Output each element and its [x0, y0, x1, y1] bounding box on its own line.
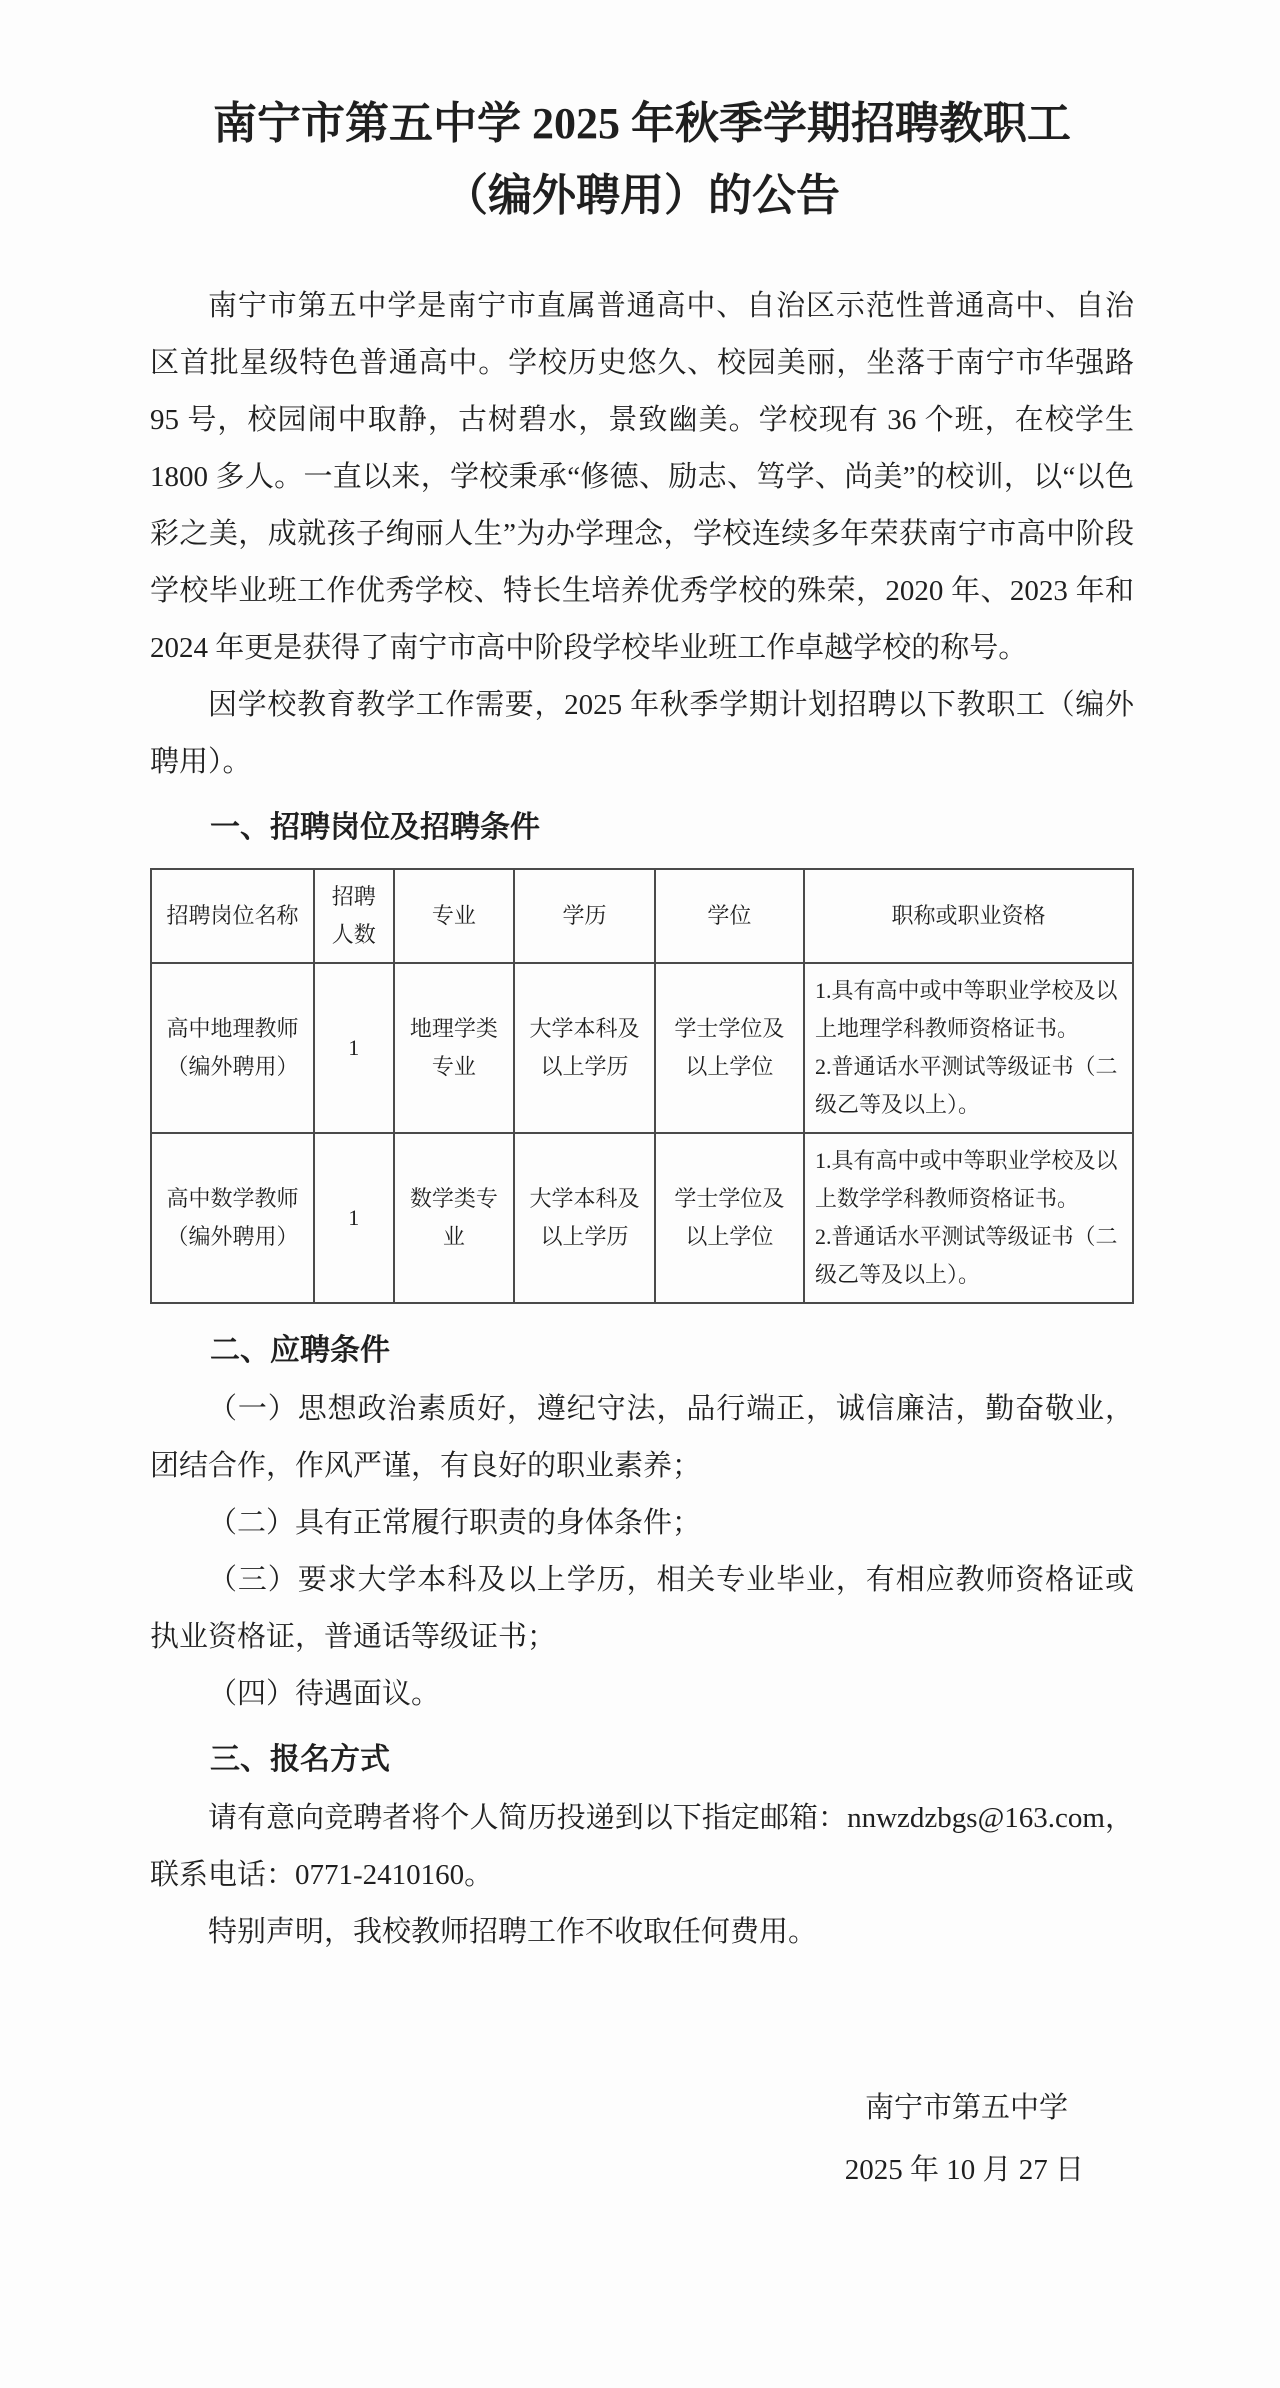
application-disclaimer-paragraph: 特别声明，我校教师招聘工作不收取任何费用。: [208, 1916, 818, 1948]
signature-organization: 南宁市第五中学: [864, 2092, 1068, 2124]
cell-qualifications: [804, 1133, 1133, 1303]
cell-position: 高中地理教师（编外聘用）: [151, 963, 314, 1133]
column-header-major: 专业: [394, 869, 515, 963]
requirement-item-4: （四）待遇面议。: [208, 1678, 441, 1710]
requirement-item-2: （二）具有正常履行职责的身体条件；: [208, 1507, 702, 1539]
column-header-education: 学历: [514, 869, 654, 963]
signature-date: 2025 年 10 月 27 日: [844, 2154, 1084, 2186]
document-title-line1: 南宁市第五中学 2025 年秋季学期招聘教职工: [213, 99, 1071, 148]
cell-position: 高中数学教师（编外聘用）: [151, 1133, 314, 1303]
section-heading-requirements: 二、应聘条件: [210, 1334, 390, 1367]
cell-qualifications: [804, 963, 1133, 1133]
cell-count: 1: [314, 963, 394, 1133]
requirement-item-1: （一）思想政治素质好，遵纪守法，品行端正，诚信廉洁，勤奋敬业，团结合作，作风严谨，有良好的职业素养；: [150, 1393, 1134, 1482]
section-heading-application: 三、报名方式: [210, 1743, 390, 1776]
column-header-position: 招聘岗位名称: [151, 869, 314, 963]
cell-degree: 学士学位及以上学位: [655, 1133, 804, 1303]
column-header-degree: 学位: [655, 869, 804, 963]
table-row: [151, 1133, 1133, 1303]
intro-paragraph-1: 南宁市第五中学是南宁市直属普通高中、自治区示范性普通高中、自治区首批星级特色普通高中。学校历史悠久、校园美丽，坐落于南宁市华强路 95 号，校园闹中取静，古树碧水，景致幽美。学校现有 36 个班，在校学生 1800 多人。一直以来，学校秉承“修德、励志、笃学、尚美”的校训，以“以色彩之美，成就孩子绚丽人生”为办学理念，学校连续多年荣获南宁市高中阶段学校毕业班工作优秀学校、特长生培养优秀学校的殊荣，2020 年、2023 年和 2024 年更是获得了南宁市高中阶段学校毕业班工作卓越学校的称号。: [150, 290, 1134, 664]
cell-count: 1: [314, 1133, 394, 1303]
cell-education: 大学本科及以上学历: [514, 1133, 654, 1303]
section-heading-positions: 一、招聘岗位及招聘条件: [210, 811, 540, 844]
recruitment-table: [150, 868, 1134, 1304]
application-contact-paragraph: 请有意向竞聘者将个人简历投递到以下指定邮箱：nnwzdzbgs@163.com，联系电话：0771-2410160。: [150, 1802, 1134, 1891]
qualification-item: 1.具有高中或中等职业学校及以上地理学科教师资格证书。: [814, 978, 1118, 1041]
document-title: [150, 88, 1134, 232]
qualification-item: 1.具有高中或中等职业学校及以上数学学科教师资格证书。: [814, 1148, 1118, 1211]
column-header-count: 招聘人数: [314, 869, 394, 963]
requirement-item-3: （三）要求大学本科及以上学历，相关专业毕业，有相应教师资格证或执业资格证，普通话等级证书；: [150, 1564, 1134, 1653]
table-row: [151, 963, 1133, 1133]
signature-block: [150, 2077, 1134, 2201]
cell-major: 地理学类专业: [394, 963, 515, 1133]
column-header-qualification: 职称或职业资格: [804, 869, 1133, 963]
intro-paragraph-2: 因学校教育教学工作需要，2025 年秋季学期计划招聘以下教职工（编外聘用）。: [150, 689, 1134, 778]
cell-major: 数学类专业: [394, 1133, 515, 1303]
table-header-row: [151, 869, 1133, 963]
document-title-line2: （编外聘用）的公告: [444, 171, 840, 220]
qualification-item: 2.普通话水平测试等级证书（二级乙等及以上）。: [814, 1224, 1118, 1287]
cell-degree: 学士学位及以上学位: [655, 963, 804, 1133]
qualification-item: 2.普通话水平测试等级证书（二级乙等及以上）。: [814, 1054, 1118, 1117]
cell-education: 大学本科及以上学历: [514, 963, 654, 1133]
